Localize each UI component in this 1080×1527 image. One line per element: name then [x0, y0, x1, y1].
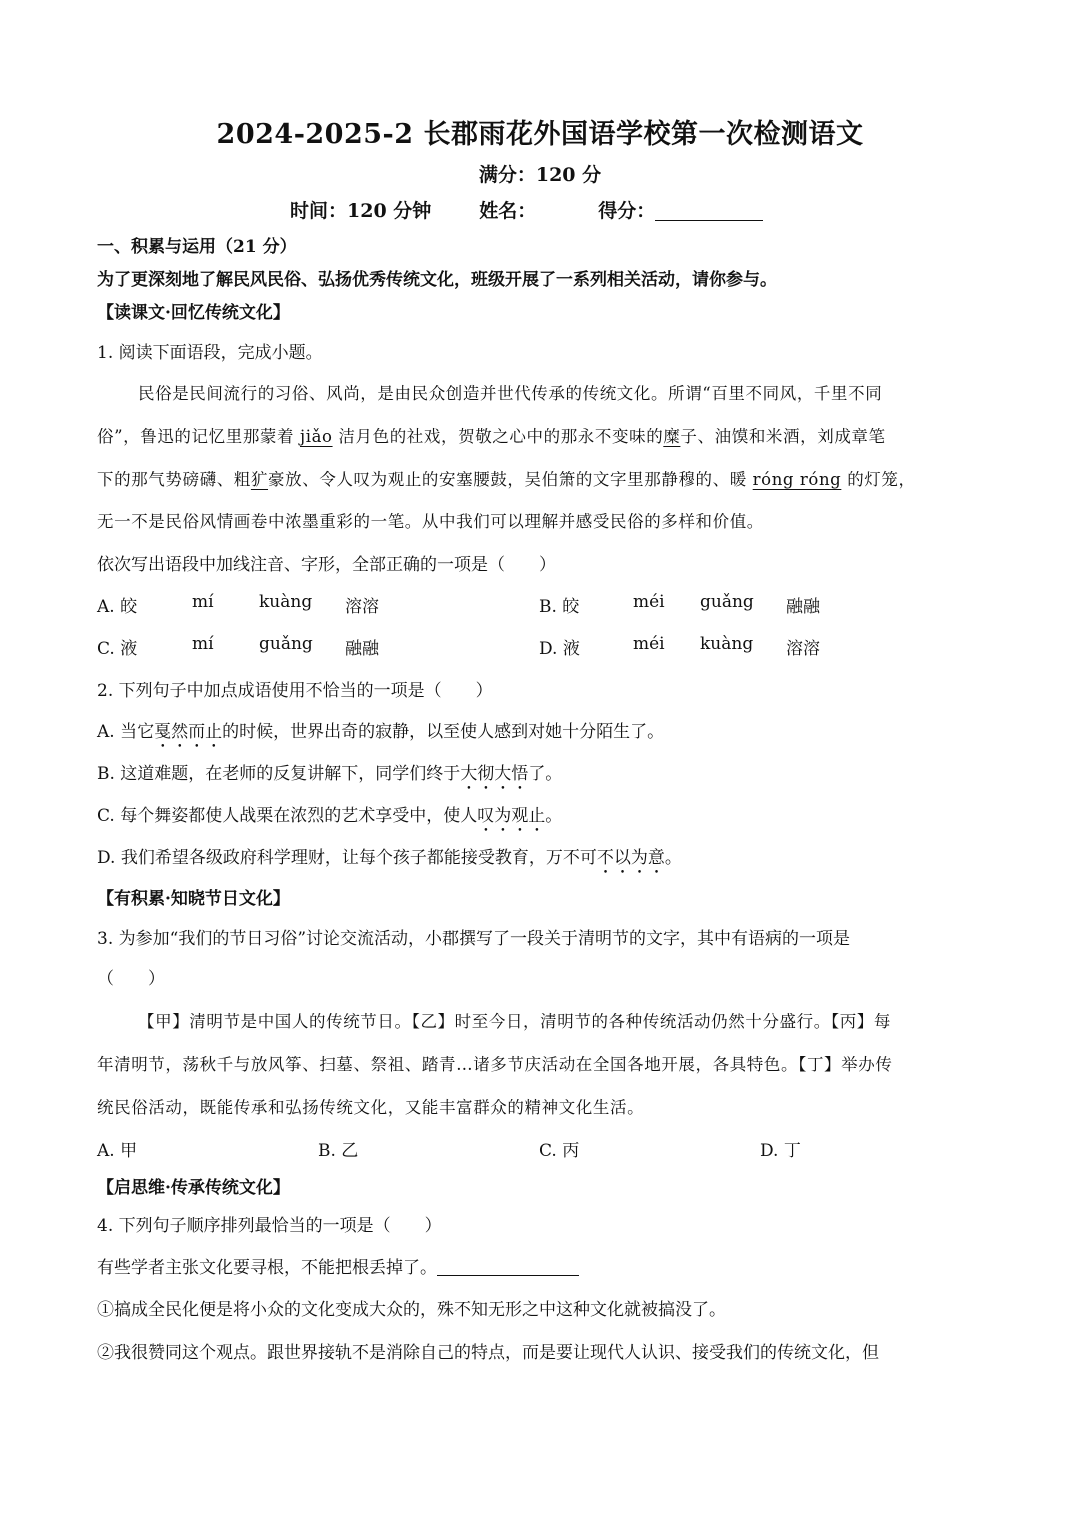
dotted-idiom: 不以为意 — [596, 848, 665, 868]
option-part: 溶溶 — [786, 639, 820, 659]
option-part: guǎng — [700, 592, 754, 612]
q1-passage-line — [97, 423, 886, 447]
text: 洁月色的社戏，贺敬之心中的那永不变味的 — [332, 427, 664, 446]
text: D. 我们希望各级政府科学理财，让每个孩子都能接受教育，万不可 — [97, 848, 597, 868]
q3-option-a[interactable]: A. 甲 — [97, 1141, 138, 1161]
dotted-idiom: 叹为观止 — [477, 806, 546, 826]
q4-sentence-2: ②我很赞同这个观点。跟世界接轨不是消除自己的特点，而是要让现代人认识、接受我们的传统文化，但 — [97, 1343, 879, 1363]
q3-passage-line: 年清明节，荡秋千与放风筝、扫墓、祭祖、踏青…诸多节庆活动在全国各地开展，各具特色。【丁】举办传 — [97, 1055, 893, 1074]
q3-passage-line: 统民俗活动，既能传承和弘扬传统文化，又能丰富群众的精神文化生活。 — [97, 1098, 645, 1117]
underlined-char: 犷 — [250, 470, 269, 489]
option-part: kuàng — [259, 592, 313, 612]
q1-option-a[interactable]: A. 皎 — [97, 597, 138, 617]
underlined-pinyin: róng róng — [752, 470, 842, 489]
q4-sentence-1: ①搞成全民化便是将小众的文化变成大众的，殊不知无形之中这种文化就被搞没了。 — [97, 1300, 726, 1320]
q1-option-d[interactable]: D. 液 — [539, 639, 580, 659]
q2-option-a[interactable] — [97, 717, 664, 752]
text: 。 — [545, 806, 563, 826]
q1-option-row — [97, 634, 997, 658]
text: B. 这道难题，在老师的反复讲解下，同学们终于 — [97, 764, 461, 784]
text: 的灯笼， — [841, 470, 916, 489]
q1-option-b[interactable]: B. 皎 — [539, 597, 580, 617]
text: 的时候，世界出奇的寂静，以至使人感到对她十分陌生了。 — [222, 722, 665, 742]
text: 有些学者主张文化要寻根，不能把根丢掉了。 — [97, 1258, 437, 1278]
q1-passage-line: 民俗是民间流行的习俗、风尚，是由民众创造并世代传承的传统文化。所谓“百里不同风，千里不同 — [138, 384, 883, 403]
text: C. 每个舞姿都使人战栗在浓烈的艺术享受中，使人 — [97, 806, 478, 826]
q3-option-c[interactable]: C. 丙 — [539, 1141, 580, 1161]
q2-stem: 2. 下列句子中加点成语使用不恰当的一项是（ ） — [97, 681, 493, 701]
exam-title: 2024-2025-2 长郡雨花外国语学校第一次检测语文 — [216, 119, 864, 150]
underlined-pinyin: jiǎo — [299, 427, 333, 446]
option-part: 融融 — [786, 597, 820, 617]
section-tag-3: 【启思维·传承传统文化】 — [97, 1178, 290, 1198]
q4-stem: 4. 下列句子顺序排列最恰当的一项是（ ） — [97, 1216, 442, 1236]
q4-lead — [97, 1253, 579, 1278]
q3-stem: 3. 为参加“我们的节日习俗”讨论交流活动，小郡撰写了一段关于清明节的文字，其中有语病的一项是 — [97, 929, 851, 949]
q1-option-row — [97, 592, 997, 616]
option-part: méi — [633, 634, 665, 654]
exam-meta-row — [290, 196, 763, 223]
q1-question: 依次写出语段中加线注音、字形，全部正确的一项是（ ） — [97, 555, 556, 575]
text: 下的那气势磅礴、粗 — [97, 470, 251, 489]
text: 豪放、令人叹为观止的安塞腰鼓，吴伯箫的文字里那静穆的、暖 — [268, 470, 753, 489]
score-blank — [655, 200, 763, 221]
option-part: 溶溶 — [345, 597, 379, 617]
q1-passage-line — [97, 466, 916, 490]
section-tag-2: 【有积累·知晓节日文化】 — [97, 889, 290, 909]
q3-passage-line: 【甲】清明节是中国人的传统节日。【乙】时至今日，清明节的各种传统活动仍然十分盛行。【丙】每 — [138, 1012, 891, 1031]
option-part: mí — [192, 592, 214, 612]
option-part: 融融 — [345, 639, 379, 659]
exam-time: 时间：120 分钟 — [290, 200, 432, 222]
option-part: kuàng — [700, 634, 754, 654]
section-intro: 为了更深刻地了解民风民俗、弘扬优秀传统文化，班级开展了一系列相关活动，请你参与。 — [97, 270, 777, 290]
q1-passage-line: 无一不是民俗风情画卷中浓墨重彩的一笔。从中我们可以理解并感受民俗的多样和价值。 — [97, 512, 764, 531]
option-part: mí — [192, 634, 214, 654]
q2-option-c[interactable] — [97, 801, 562, 836]
q3-paren: （ ） — [97, 969, 165, 989]
text: 。 — [664, 848, 682, 868]
q3-option-row — [97, 1136, 997, 1160]
full-score: 满分：120 分 — [478, 164, 602, 186]
q2-option-d[interactable] — [97, 843, 682, 878]
underlined-char: 糜 — [663, 427, 681, 446]
text: 了。 — [528, 764, 563, 784]
text: 子、油馍和米酒，刘成章笔 — [680, 427, 886, 446]
text: A. 当它 — [97, 722, 155, 742]
q3-option-b[interactable]: B. 乙 — [318, 1141, 359, 1161]
q1-option-c[interactable]: C. 液 — [97, 639, 138, 659]
section-tag-1: 【读课文·回忆传统文化】 — [97, 303, 290, 323]
section-heading: 一、积累与运用（21 分） — [97, 237, 297, 257]
q3-option-d[interactable]: D. 丁 — [760, 1141, 801, 1161]
option-part: guǎng — [259, 634, 313, 654]
option-part: méi — [633, 592, 665, 612]
name-label: 姓名： — [479, 200, 537, 222]
dotted-idiom: 戛然而止 — [154, 722, 223, 742]
score-label: 得分： — [598, 200, 656, 222]
text: 俗”，鲁迅的记忆里那蒙着 — [97, 427, 300, 446]
q1-stem: 1. 阅读下面语段，完成小题。 — [97, 343, 323, 363]
dotted-idiom: 大彻大悟 — [460, 764, 529, 784]
q2-option-b[interactable] — [97, 759, 562, 794]
answer-blank[interactable] — [437, 1257, 579, 1276]
